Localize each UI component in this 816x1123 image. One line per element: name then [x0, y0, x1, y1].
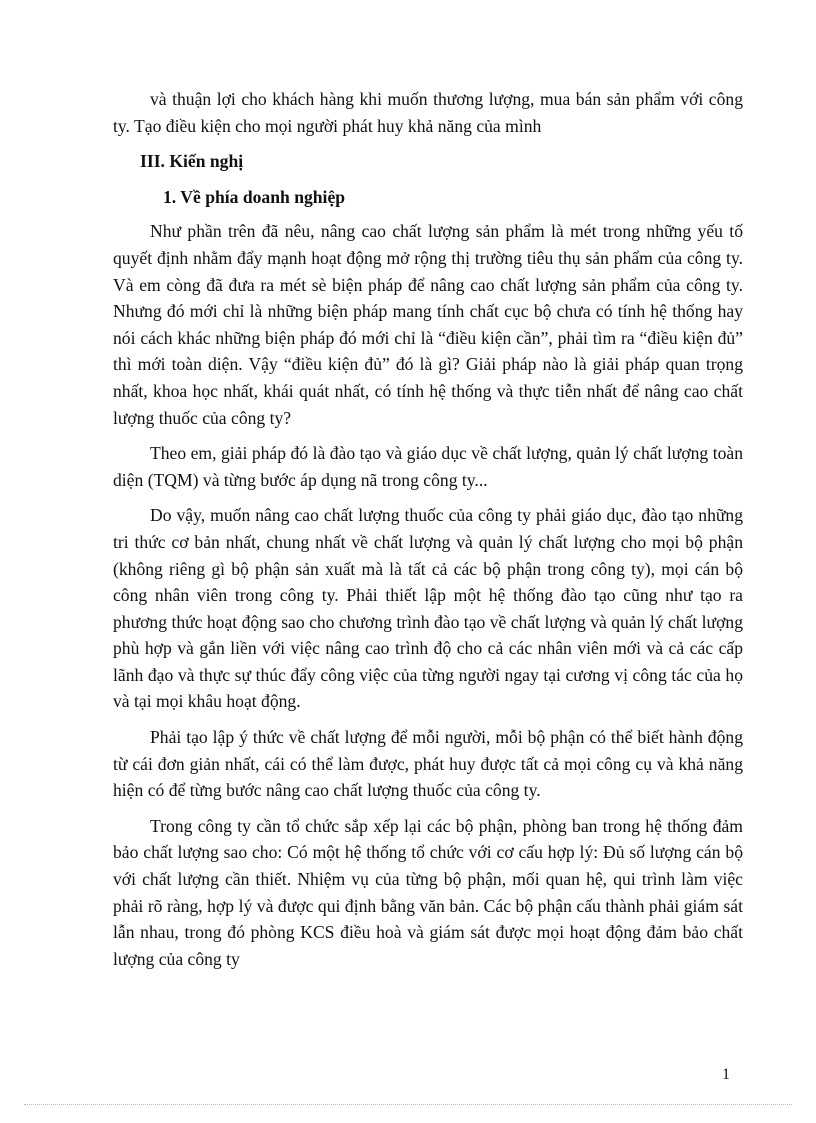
document-body [113, 86, 743, 981]
body-paragraph: Do vậy, muốn nâng cao chất lượng thuốc của công ty phải giáo dục, đào tạo những tri thức cơ bản nhất, chung nhất về chất lượng và quản lý chất lượng cho mọi bộ phận (không riêng gì bộ phận sản xuất mà là tất cả các bộ phận trong công ty), mọi cán bộ công nhân viên trong công ty. Phải thiết lập một hệ thống đào tạo cũng như tạo ra phương thức hoạt động sao cho chương trình đào tạo về chất lượng và quản lý chất lượng phù hợp và gắn liền với việc nâng cao trình độ cho cả các nhân viên mới và cả các cấp lãnh đạo và thực sự thúc đẩy công việc của từng người ngay tại cương vị công tác của họ và tại mọi khâu hoạt động. [113, 505, 743, 712]
section-heading: III. Kiến nghị [140, 151, 244, 172]
page-footer-divider [24, 1104, 792, 1105]
page-number: 1 [722, 1066, 730, 1083]
body-paragraph: Theo em, giải pháp đó là đào tạo và giáo dục về chất lượng, quản lý chất lượng toàn diện (TQM) và từng bước áp dụng nã trong công ty... [113, 443, 743, 490]
subsection-heading: 1. Về phía doanh nghiệp [163, 186, 346, 207]
body-paragraph: Trong công ty cần tổ chức sắp xếp lại các bộ phận, phòng ban trong hệ thống đảm bảo chất lượng sao cho: Có một hệ thống tổ chức với cơ cấu hợp lý: Đủ số lượng cán bộ với chất lượng cần thiết. Nhiệm vụ của từng bộ phận, mối quan hệ, qui trình làm việc phải rõ ràng, hợp lý và được qui định bằng văn bản. Các bộ phận cấu thành phải giám sát lẫn nhau, trong đó phòng KCS điều hoà và giám sát được mọi hoạt động đảm bảo chất lượng của công ty [113, 815, 743, 969]
body-paragraph: Phải tạo lập ý thức về chất lượng để mỗi người, mỗi bộ phận có thể biết hành động từ cái đơn giản nhất, cái có thể làm được, phát huy được tất cả mọi công cụ và khả năng hiện có để từng bước nâng cao chất lượng thuốc của công ty. [113, 727, 743, 801]
body-paragraph: Như phần trên đã nêu, nâng cao chất lượng sản phẩm là mét trong những yếu tố quyết định nhằm đẩy mạnh hoạt động mở rộng thị trường tiêu thụ sản phẩm của công ty. Và em còng đã đưa ra mét sè biện pháp để nâng cao chất lượng sản phẩm của công ty. Nhưng đó mới chỉ là những biện pháp mang tính chất cục bộ chưa có tính hệ thống hay nói cách khác những biện pháp đó mới chỉ là “điều kiện cần”, phải tìm ra “điều kiện đủ” thì mới toàn diện. Vậy “điều kiện đủ” đó là gì? Giải pháp nào là giải pháp quan trọng nhất, khoa học nhất, khái quát nhất, có tính hệ thống và thực tiễn nhất để nâng cao chất lượng thuốc của công ty? [113, 221, 743, 428]
intro-paragraph: và thuận lợi cho khách hàng khi muốn thương lượng, mua bán sản phẩm với công ty. Tạo điều kiện cho mọi người phát huy khả năng của mình [113, 89, 743, 136]
